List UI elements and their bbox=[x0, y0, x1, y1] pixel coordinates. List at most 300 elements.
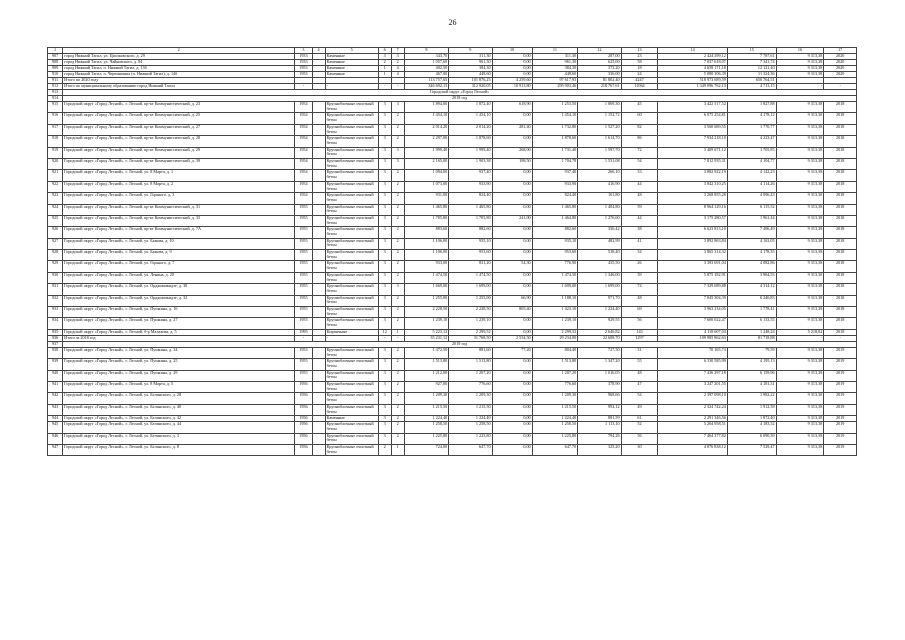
data-cell: 3 bbox=[378, 272, 391, 283]
data-cell: 1 731,40 bbox=[532, 147, 578, 158]
data-cell: 2 bbox=[391, 295, 404, 306]
data-cell bbox=[312, 250, 325, 261]
data-cell: 2 228,50 bbox=[404, 307, 448, 318]
data-cell: 336,00 bbox=[578, 72, 621, 78]
address-cell: Городской округ «Город Лесной», г. Лесной, ул. Белинского, д. 28 bbox=[63, 393, 295, 404]
data-cell: 1 225,80 bbox=[404, 433, 448, 444]
data-cell bbox=[312, 347, 325, 358]
data-cell: 2018 bbox=[824, 136, 857, 147]
data-cell: 2 324 742,24 bbox=[658, 404, 727, 415]
data-cell: 2 bbox=[391, 181, 404, 192]
data-cell: 2 bbox=[391, 404, 404, 415]
row-number-cell: 913 bbox=[48, 90, 63, 96]
data-cell bbox=[312, 307, 325, 318]
data-cell: 1955 bbox=[295, 204, 312, 215]
data-cell: 650 764,51 bbox=[727, 78, 776, 84]
data-cell: 6 246,83 bbox=[727, 295, 776, 306]
data-cell: 4 178,12 bbox=[727, 113, 776, 124]
data-cell: 1 239,10 bbox=[449, 318, 492, 329]
data-cell: 2 299,52 bbox=[532, 329, 578, 335]
data-cell: 1 531,08 bbox=[578, 158, 621, 169]
data-cell: 79,59 bbox=[727, 347, 776, 358]
data-cell: 7 341,74 bbox=[727, 60, 776, 66]
data-cell: 6 075 254,81 bbox=[658, 113, 727, 124]
address-cell: Городской округ «Город Лесной», г. Лесной, ул. Горького, д. 7 bbox=[63, 261, 295, 272]
column-number-cell: 8 bbox=[404, 48, 448, 54]
address-cell: Городской округ «Город Лесной», г. Лесной, ул. 8 Марта, д. 1 bbox=[63, 170, 295, 181]
data-cell: 1 225,80 bbox=[449, 433, 492, 444]
data-cell: 0,00 bbox=[492, 227, 532, 238]
data-cell: 1955 bbox=[295, 359, 312, 370]
data-cell bbox=[312, 381, 325, 392]
data-cell: 1956 bbox=[295, 381, 312, 392]
data-cell: 1 057,60 bbox=[404, 60, 448, 66]
column-number-cell: 3 bbox=[295, 48, 312, 54]
data-cell: 7 787,61 bbox=[727, 54, 776, 60]
data-cell: 2018 bbox=[824, 147, 857, 158]
data-cell: 6 115,52 bbox=[727, 204, 776, 215]
data-cell: 1 404,80 bbox=[578, 204, 621, 215]
data-cell: 1 705,80 bbox=[404, 215, 448, 226]
table-row bbox=[48, 347, 857, 358]
data-cell: 2 bbox=[378, 444, 391, 455]
data-cell: 776,60 bbox=[532, 381, 578, 392]
address-cell: город Нижний Тагил, ул. Циолковского, д. 29 bbox=[63, 54, 295, 60]
data-cell: 2 bbox=[391, 227, 404, 238]
table-row bbox=[48, 444, 857, 455]
data-cell: 0,00 bbox=[492, 272, 532, 283]
data-cell: 1 073,00 bbox=[404, 181, 448, 192]
data-cell: 9 313,38 bbox=[776, 158, 824, 169]
data-cell: 0,00 bbox=[492, 136, 532, 147]
data-cell: 1 732,80 bbox=[532, 124, 578, 135]
row-number-cell: 931 bbox=[48, 284, 63, 295]
table-row bbox=[48, 359, 857, 370]
data-cell: 4 096,43 bbox=[727, 193, 776, 204]
data-cell: 1 465,80 bbox=[404, 204, 448, 215]
data-cell: 29 234,00 bbox=[532, 335, 578, 341]
data-cell: 336,42 bbox=[578, 227, 621, 238]
data-cell: 38 bbox=[621, 227, 658, 238]
data-cell bbox=[312, 158, 325, 169]
address-cell: город Нижний Тагил, ул. Чайковского, д. 94 bbox=[63, 60, 295, 66]
data-cell bbox=[312, 181, 325, 192]
row-number-cell: 911 bbox=[48, 78, 63, 84]
table-row bbox=[48, 272, 857, 283]
data-cell: 1 bbox=[391, 444, 404, 455]
data-cell: 44 bbox=[621, 181, 658, 192]
data-cell: Крупноблочные очистный бетон bbox=[325, 238, 378, 249]
data-cell: 384,30 bbox=[532, 66, 578, 72]
data-cell: 2 bbox=[391, 136, 404, 147]
data-cell: 1954 bbox=[295, 170, 312, 181]
data-cell: 971,70 bbox=[578, 295, 621, 306]
data-cell: 2018 bbox=[824, 318, 857, 329]
data-cell: 1 113,10 bbox=[578, 422, 621, 433]
address-cell: Городской округ «Город Лесной», г. Лесной, ул. Бажова, д. 9 bbox=[63, 250, 295, 261]
table-row bbox=[48, 136, 857, 147]
table-row bbox=[48, 433, 857, 444]
data-cell: 45 bbox=[621, 102, 658, 113]
data-cell: 2 bbox=[391, 215, 404, 226]
table-row bbox=[48, 250, 857, 261]
data-cell: 1 069,30 bbox=[578, 102, 621, 113]
data-cell: 1 699,00 bbox=[532, 284, 578, 295]
data-cell: 3 bbox=[378, 261, 391, 272]
data-cell: 881,60 bbox=[449, 347, 492, 358]
data-cell: 1955 bbox=[295, 295, 312, 306]
data-cell: 12 bbox=[378, 329, 391, 335]
data-cell: 1955 bbox=[295, 370, 312, 381]
data-cell: 9 313,38 bbox=[776, 393, 824, 404]
table-row bbox=[48, 381, 857, 392]
data-cell: 3 bbox=[378, 181, 391, 192]
data-cell: Крупноблочные очистный бетон bbox=[325, 422, 378, 433]
data-cell: 3 247 201,55 bbox=[658, 381, 727, 392]
data-cell: 41 bbox=[621, 238, 658, 249]
row-number-cell: 928 bbox=[48, 250, 63, 261]
data-cell: 48 bbox=[621, 370, 658, 381]
data-cell: 58 bbox=[621, 60, 658, 66]
data-cell: 1 614,70 bbox=[578, 136, 621, 147]
data-cell: 1 454,10 bbox=[532, 113, 578, 124]
address-cell: Городской округ «Город Лесной», г. Лесной, б-р Малахова, д. 5 bbox=[63, 329, 295, 335]
data-cell: Крупноблочные очистный бетон bbox=[325, 307, 378, 318]
data-cell: 0,00 bbox=[492, 181, 532, 192]
data-cell: 1 276,60 bbox=[578, 215, 621, 226]
data-cell: 1 224,40 bbox=[578, 307, 621, 318]
data-cell: 929,55 bbox=[578, 318, 621, 329]
data-cell: 1956 bbox=[295, 404, 312, 415]
data-cell: 1 094,00 bbox=[404, 170, 448, 181]
data-cell: 2 014,20 bbox=[404, 124, 448, 135]
data-cell: 3 bbox=[391, 54, 404, 60]
data-cell: 1 474,50 bbox=[404, 272, 448, 283]
row-number-cell: 922 bbox=[48, 181, 63, 192]
data-cell: 0,00 bbox=[492, 204, 532, 215]
data-cell: 373,20 bbox=[578, 66, 621, 72]
data-cell: 0,00 bbox=[492, 329, 532, 335]
data-cell: 2 bbox=[378, 60, 391, 66]
table-row bbox=[48, 215, 857, 226]
data-cell: 2 bbox=[391, 422, 404, 433]
data-cell: 518 973 689,59 bbox=[658, 78, 727, 84]
data-cell: 9 313,38 bbox=[776, 193, 824, 204]
data-cell: 2 bbox=[391, 170, 404, 181]
data-cell: 4 bbox=[391, 66, 404, 72]
data-cell: 9 313,38 bbox=[776, 102, 824, 113]
data-cell: 5 080 106,39 bbox=[658, 72, 727, 78]
row-number-cell: 935 bbox=[48, 329, 63, 335]
table-row bbox=[48, 102, 857, 113]
data-cell: 346 692,13 bbox=[404, 84, 448, 90]
data-cell: 1 999,40 bbox=[449, 147, 492, 158]
data-cell: 1 016,05 bbox=[578, 370, 621, 381]
data-cell bbox=[312, 238, 325, 249]
data-cell: 2018 bbox=[824, 307, 857, 318]
data-cell: 48 bbox=[621, 193, 658, 204]
data-cell: 2 bbox=[391, 370, 404, 381]
data-cell: 4 118 607,04 bbox=[658, 329, 727, 335]
data-cell: 3 393 691,04 bbox=[658, 261, 727, 272]
row-number-cell: 912 bbox=[48, 84, 63, 90]
data-cell: Каменные bbox=[325, 416, 378, 422]
row-number-cell: 936 bbox=[48, 335, 63, 341]
data-cell: 3 bbox=[378, 307, 391, 318]
data-cell: 3 bbox=[378, 215, 391, 226]
data-cell: 3 bbox=[378, 227, 391, 238]
data-cell: 1 465,80 bbox=[532, 204, 578, 215]
data-cell: 9 313,38 bbox=[776, 347, 824, 358]
table-row bbox=[48, 227, 857, 238]
data-cell: 101 876,25 bbox=[449, 78, 492, 84]
data-cell: 9 313,38 bbox=[776, 433, 824, 444]
data-cell: 933,90 bbox=[449, 181, 492, 192]
data-cell: 3 560 689,55 bbox=[658, 124, 727, 135]
data-cell: 18 bbox=[621, 66, 658, 72]
table-row bbox=[48, 295, 857, 306]
data-cell: 992,12 bbox=[578, 404, 621, 415]
data-cell: 113 757,65 bbox=[404, 78, 448, 84]
data-cell: 1 961,44 bbox=[727, 215, 776, 226]
data-cell: 9 313,38 bbox=[776, 72, 824, 78]
data-cell: 72 bbox=[621, 147, 658, 158]
data-cell: 448,60 bbox=[449, 72, 492, 78]
data-cell: 10 913,80 bbox=[492, 84, 532, 90]
data-cell: 1 255,00 bbox=[449, 295, 492, 306]
data-cell: 9 313,38 bbox=[776, 238, 824, 249]
data-cell: 3 bbox=[378, 238, 391, 249]
data-cell: 1 215,50 bbox=[532, 404, 578, 415]
data-cell: 1953 bbox=[295, 66, 312, 72]
row-number-cell: 909 bbox=[48, 66, 63, 72]
data-cell: 727,50 bbox=[578, 347, 621, 358]
data-cell: 2018 bbox=[824, 250, 857, 261]
data-cell: 97 617,93 bbox=[532, 78, 578, 84]
data-cell: 2 bbox=[391, 204, 404, 215]
data-cell: 9 313,38 bbox=[776, 359, 824, 370]
data-cell: 0,00 bbox=[492, 170, 532, 181]
data-cell: - bbox=[295, 84, 312, 90]
data-cell: 2 bbox=[391, 347, 404, 358]
data-cell: 0,00 bbox=[492, 113, 532, 124]
data-cell: 0,00 bbox=[492, 193, 532, 204]
data-cell: 3 bbox=[378, 250, 391, 261]
data-cell: 1956 bbox=[295, 393, 312, 404]
data-cell: 2019 bbox=[824, 359, 857, 370]
data-cell: Кирпичные bbox=[325, 329, 378, 335]
data-cell: 9 313,38 bbox=[776, 261, 824, 272]
data-cell: 0,00 bbox=[492, 250, 532, 261]
data-cell: 281,40 bbox=[492, 124, 532, 135]
data-cell: 6 330 585,99 bbox=[658, 359, 727, 370]
data-cell: 24 bbox=[621, 72, 658, 78]
data-cell: 1955 bbox=[295, 307, 312, 318]
data-cell: 3 bbox=[378, 416, 391, 422]
data-cell: 2020 bbox=[824, 60, 857, 66]
data-cell: 12 121,40 bbox=[727, 66, 776, 72]
table-row bbox=[48, 238, 857, 249]
table-row bbox=[48, 193, 857, 204]
page-number: 26 bbox=[448, 18, 457, 27]
data-cell: 4 178,35 bbox=[727, 250, 776, 261]
data-cell: Каменные bbox=[325, 54, 378, 60]
data-cell: 9 313,38 bbox=[776, 370, 824, 381]
data-cell: 3 bbox=[378, 158, 391, 169]
data-cell: 287,00 bbox=[578, 54, 621, 60]
row-number-cell: 947 bbox=[48, 444, 63, 455]
data-cell: 937,40 bbox=[449, 170, 492, 181]
data-cell: 1 152,72 bbox=[578, 113, 621, 124]
data-cell: 2020 bbox=[824, 54, 857, 60]
data-cell: 1953 bbox=[295, 347, 312, 358]
data-cell: 1 474,50 bbox=[449, 272, 492, 283]
data-cell: Крупноблочные очистный бетон bbox=[325, 433, 378, 444]
data-cell: Крупноблочные очистный бетон bbox=[325, 284, 378, 295]
data-cell: 933,90 bbox=[532, 181, 578, 192]
address-cell: город Нижний Тагил, п. Черемшанка (п. Нижний Тагил), д. 14б bbox=[63, 72, 295, 78]
data-cell: Каменные bbox=[325, 60, 378, 66]
data-cell: 933,00 bbox=[404, 261, 448, 272]
table-row bbox=[48, 124, 857, 135]
address-cell: Городской округ «Город Лесной», г. Лесной, пр-кт Коммунистический, д. 33 bbox=[63, 215, 295, 226]
data-cell: 2019 bbox=[824, 404, 857, 415]
data-cell: 4 183,52 bbox=[727, 422, 776, 433]
data-cell: 3 bbox=[378, 318, 391, 329]
row-number-cell: 941 bbox=[48, 381, 63, 392]
row-number-cell: 933 bbox=[48, 307, 63, 318]
register-table bbox=[47, 47, 857, 456]
data-cell: Крупноблочные очистный бетон bbox=[325, 272, 378, 283]
data-cell: 1 349 096 762,13 bbox=[658, 84, 727, 90]
row-number-cell: 940 bbox=[48, 370, 63, 381]
data-cell: 26 bbox=[621, 261, 658, 272]
row-number-cell: 914 bbox=[48, 96, 63, 102]
data-cell: 9 313,38 bbox=[776, 60, 824, 66]
data-cell: 7 496,49 bbox=[727, 227, 776, 238]
data-cell: Крупноблочные очистный бетон bbox=[325, 147, 378, 158]
row-number-cell: 924 bbox=[48, 204, 63, 215]
address-cell: Городской округ «Город Лесной», г. Лесной, ул. 8 Марта, д. 5 bbox=[63, 381, 295, 392]
data-cell: 0,00 bbox=[492, 433, 532, 444]
data-cell: 1 778,41 bbox=[727, 307, 776, 318]
data-cell: 1 454,10 bbox=[404, 113, 448, 124]
data-cell: 1 878,60 bbox=[449, 136, 492, 147]
data-cell: 1954 bbox=[295, 147, 312, 158]
data-cell: Каменные bbox=[325, 66, 378, 72]
row-number-cell: 946 bbox=[48, 433, 63, 444]
data-cell: 198,50 bbox=[492, 158, 532, 169]
data-cell: Крупноблочные очистный бетон bbox=[325, 347, 378, 358]
data-cell: 2 bbox=[391, 124, 404, 135]
data-cell: 4 163,05 bbox=[727, 238, 776, 249]
data-cell bbox=[312, 422, 325, 433]
data-cell: 1 106,00 bbox=[404, 250, 448, 261]
data-cell: 435,50 bbox=[578, 261, 621, 272]
data-cell: 30 bbox=[621, 444, 658, 455]
data-cell: 6 159,96 bbox=[727, 370, 776, 381]
data-cell: 343,70 bbox=[404, 54, 448, 60]
data-cell: 54 bbox=[621, 158, 658, 169]
data-cell: 1 207,20 bbox=[532, 370, 578, 381]
data-cell: 4 314,12 bbox=[727, 284, 776, 295]
table-row bbox=[48, 404, 857, 415]
data-cell: 647,70 bbox=[449, 444, 492, 455]
data-cell: - bbox=[824, 84, 857, 90]
data-cell: Крупноблочные очистный бетон bbox=[325, 158, 378, 169]
data-cell: 66,90 bbox=[492, 295, 532, 306]
data-cell: 2020 bbox=[824, 66, 857, 72]
data-cell: 9 313,38 bbox=[776, 124, 824, 135]
data-cell: 724,00 bbox=[404, 444, 448, 455]
data-cell bbox=[312, 124, 325, 135]
data-cell: 1954 bbox=[295, 193, 312, 204]
data-cell: 3 bbox=[378, 113, 391, 124]
data-cell: 3 bbox=[378, 359, 391, 370]
data-cell: 937,40 bbox=[532, 170, 578, 181]
data-cell: 0,00 bbox=[492, 393, 532, 404]
data-cell: 2019 bbox=[824, 393, 857, 404]
data-cell: 2018 bbox=[824, 193, 857, 204]
row-number-cell: 932 bbox=[48, 295, 63, 306]
data-cell: 241,00 bbox=[492, 215, 532, 226]
table-row bbox=[48, 370, 857, 381]
row-number-cell: 915 bbox=[48, 102, 63, 113]
data-cell: 378,90 bbox=[578, 381, 621, 392]
data-cell: 2019 bbox=[824, 347, 857, 358]
address-cell: Городской округ «Город Лесной», г. Лесной, ул. Белинского, д. 44 bbox=[63, 422, 295, 433]
data-cell: 953,60 bbox=[532, 250, 578, 261]
table-row bbox=[48, 393, 857, 404]
data-cell: 311,30 bbox=[449, 54, 492, 60]
data-cell: 2018 bbox=[824, 181, 857, 192]
data-cell: 1 878,60 bbox=[532, 136, 578, 147]
row-number-cell: 925 bbox=[48, 215, 63, 226]
data-cell: 2 534,50 bbox=[492, 335, 532, 341]
data-cell: 2019 bbox=[824, 381, 857, 392]
data-cell: - bbox=[391, 335, 404, 341]
address-cell: Городской округ «Город Лесной», г. Лесной, ул. Белинского, д. 42 bbox=[63, 416, 295, 422]
data-cell: 3 bbox=[378, 284, 391, 295]
data-cell: 1 258,50 bbox=[449, 422, 492, 433]
column-number-cell: 2 bbox=[63, 48, 295, 54]
data-cell: 3 bbox=[378, 102, 391, 113]
data-cell: 1 705,85 bbox=[727, 147, 776, 158]
data-cell: 2018 bbox=[824, 284, 857, 295]
data-cell bbox=[312, 393, 325, 404]
data-cell: 4 713,15 bbox=[727, 84, 776, 90]
data-cell: 0,00 bbox=[492, 60, 532, 66]
data-cell: 7 600 022,47 bbox=[658, 318, 727, 329]
data-cell: Крупноблочные очистный бетон bbox=[325, 124, 378, 135]
row-number-cell: 944 bbox=[48, 416, 63, 422]
address-cell: Городской округ «Город Лесной», г. Лесной, ул. Пушкина, д. 25 bbox=[63, 359, 295, 370]
data-cell: 0,00 bbox=[492, 404, 532, 415]
data-cell: 2018 bbox=[824, 329, 857, 335]
data-cell: 9 313,38 bbox=[776, 318, 824, 329]
data-cell: 31 bbox=[621, 347, 658, 358]
data-cell: - bbox=[776, 84, 824, 90]
row-number-cell: 920 bbox=[48, 158, 63, 169]
table-row bbox=[48, 422, 857, 433]
table-row bbox=[48, 170, 857, 181]
data-cell: 2 165,00 bbox=[404, 158, 448, 169]
data-cell: 3 bbox=[391, 102, 404, 113]
data-cell: 935,10 bbox=[449, 238, 492, 249]
table-row bbox=[48, 158, 857, 169]
data-cell: 7 812 935,31 bbox=[658, 158, 727, 169]
data-cell: 2 bbox=[391, 318, 404, 329]
